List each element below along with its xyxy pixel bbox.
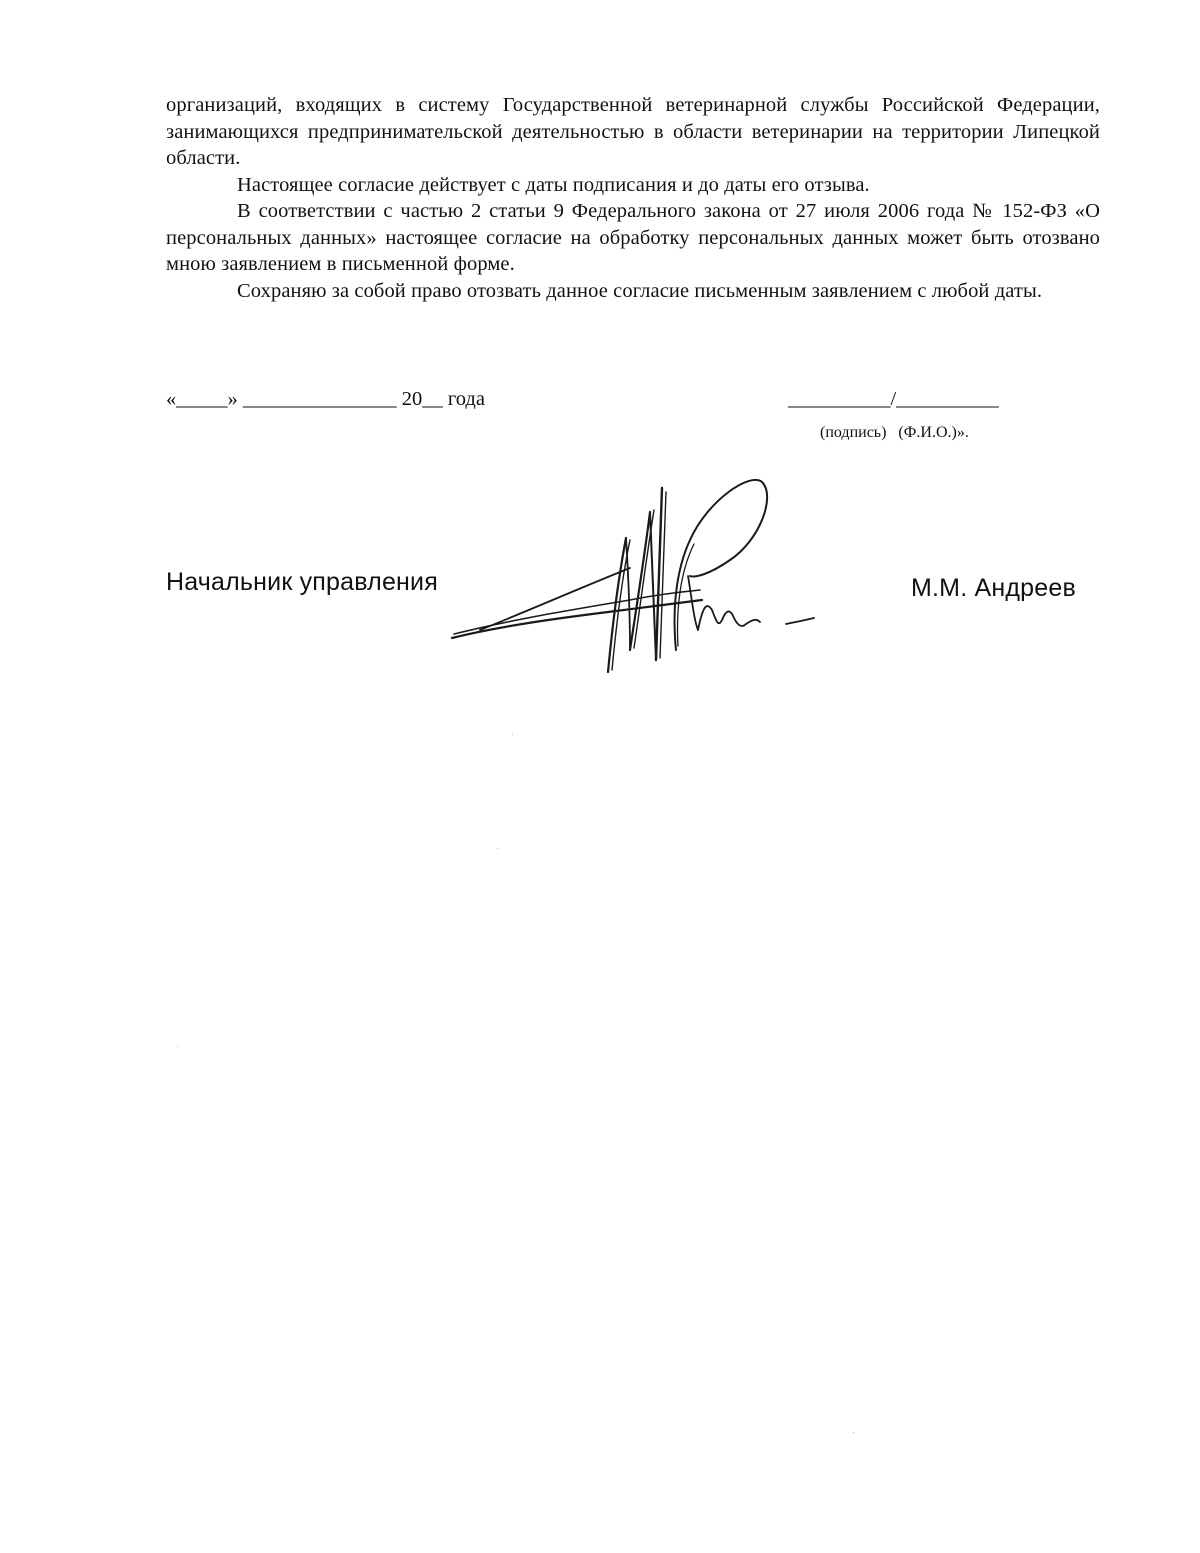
scan-speck [497,848,498,849]
paragraph-withdrawal-law: В соответствии с частью 2 статьи 9 Федерального закона от 27 июля 2006 года № 152-ФЗ «О персональных данных» настоящее согласие на обработку персональных данных может быть отозвано мною заявлением в письменной форме. [166,200,1100,275]
signer-position: Начальник управления [166,568,438,596]
document-body [166,92,1100,304]
scan-speck [177,1046,178,1047]
signature-field-caption: (подпись) (Ф.И.О.)». [820,424,969,441]
scan-speck [512,734,513,735]
signer-name: М.М. Андреев [911,574,1076,602]
date-field-line: «_____» _______________ 20__ года [166,388,485,410]
paragraph-withdrawal-right: Сохраняю за собой право отозвать данное согласие письменным заявлением с любой даты. [237,279,1043,302]
scan-speck [853,1432,854,1433]
paragraph-validity: Настоящее согласие действует с даты подписания и до даты его отзыва. [237,173,870,196]
signature-field-line: __________/__________ [788,388,999,410]
paragraph-continuation: организаций, входящих в систему Государственной ветеринарной службы Российской Федерации, занимающихся предпринимательской деятельностью в области ветеринарии на территории Липецкой области. [166,94,1100,169]
handwritten-signature [440,460,830,690]
